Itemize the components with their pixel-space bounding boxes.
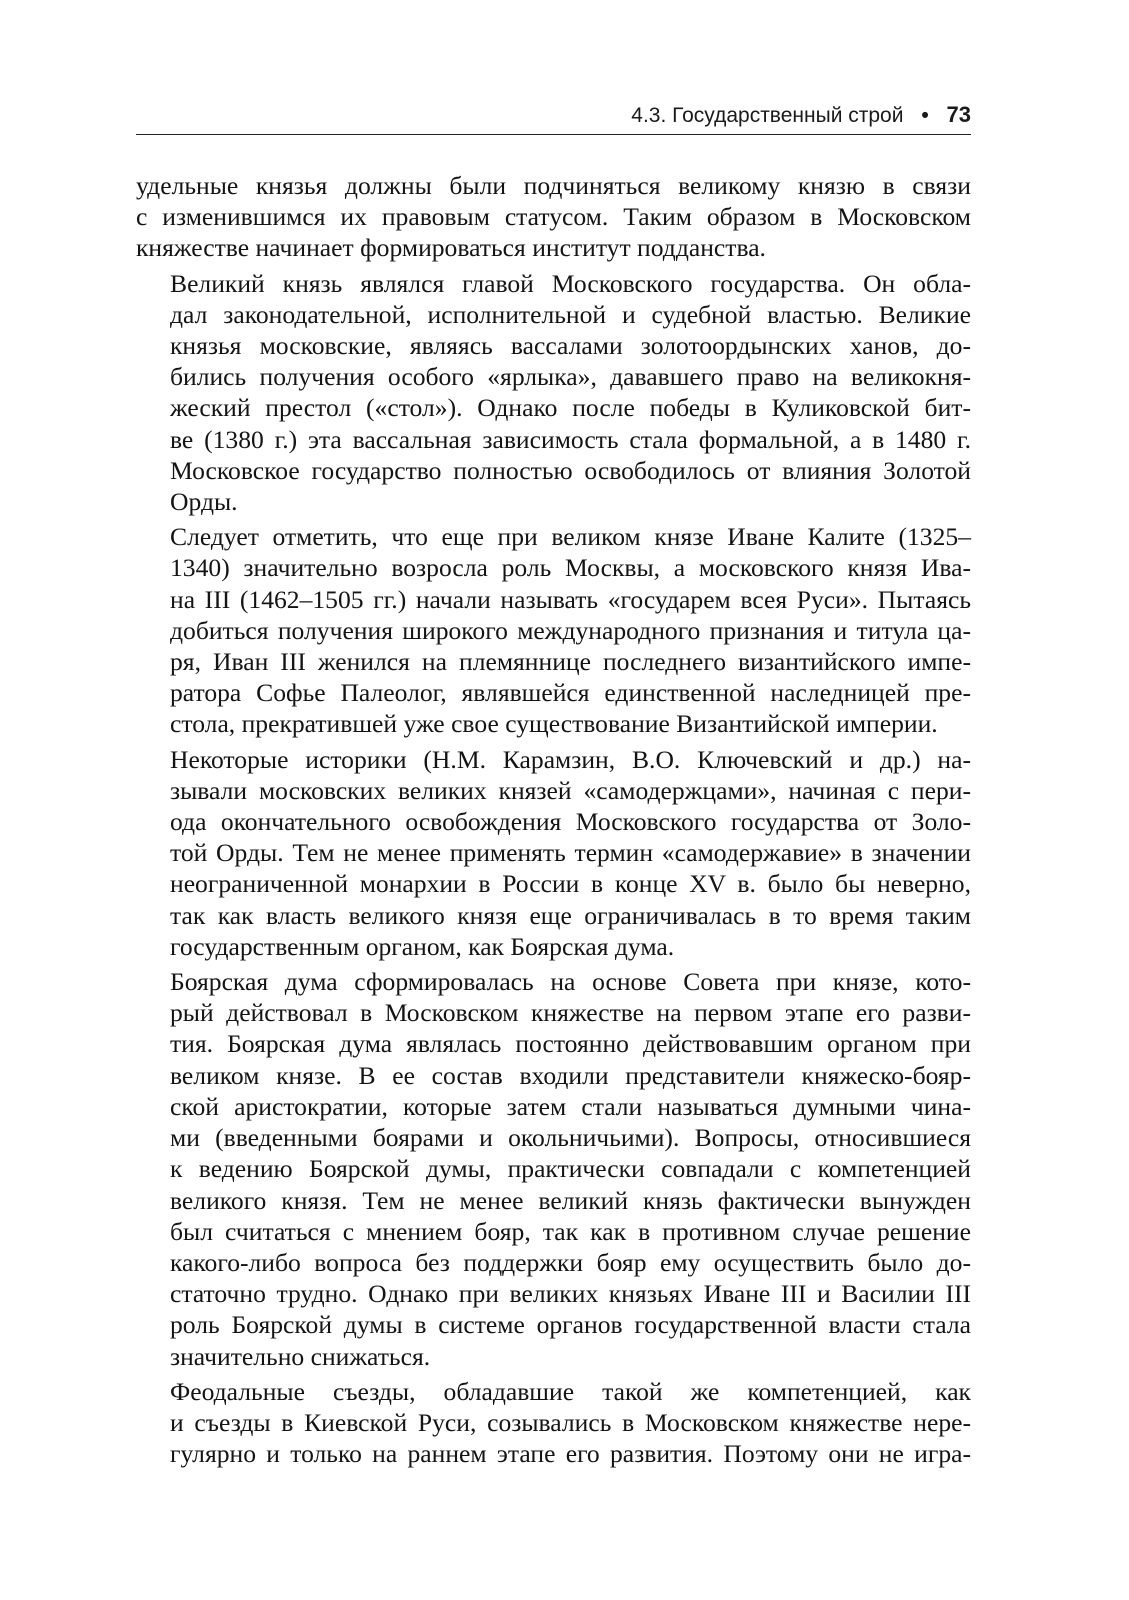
- text-line: бились получения особого «ярлыка», дававшего право на великокня-: [170, 362, 971, 392]
- text-line: роль Боярской думы в системе органов государственной власти стала: [170, 1310, 971, 1340]
- paragraph: [136, 521, 971, 739]
- text-line: значительно снижаться.: [170, 1341, 431, 1371]
- section-title: 4.3. Государственный строй: [631, 104, 904, 127]
- body-text: [136, 170, 971, 1469]
- header-separator: •: [921, 104, 929, 127]
- text-line: ода окончательного освобождения Московского государства от Золо-: [170, 807, 971, 837]
- paragraph: [136, 966, 971, 1372]
- text-line: гулярно и только на раннем этапе его развития. Поэтому они не игра-: [170, 1439, 971, 1469]
- text-line: дал законодательной, исполнительной и судебной властью. Великие: [170, 299, 971, 329]
- page-number: 73: [946, 102, 971, 127]
- text-line: великом князе. В ее состав входили представители княжеско-бояр-: [170, 1060, 971, 1090]
- text-line: Феодальные съезды, обладавшие такой же компетенцией, как: [170, 1376, 971, 1406]
- text-line: стола, прекратившей уже свое существование Византийской империи.: [170, 709, 938, 739]
- paragraph: [136, 268, 971, 518]
- text-line: Великий князь являлся главой Московского государства. Он обла-: [170, 268, 971, 298]
- text-line: Орды.: [170, 487, 238, 517]
- text-line: княжестве начинает формироваться институт подданства.: [136, 233, 766, 263]
- text-line: князья московские, являясь вассалами золотоордынских ханов, до-: [170, 331, 971, 361]
- text-line: тия. Боярская дума являлась постоянно действовавшим органом при: [170, 1029, 971, 1059]
- text-line: Некоторые историки (Н.М. Карамзин, В.О. Ключевский и др.) на-: [170, 744, 971, 774]
- text-line: был считаться с мнением бояр, так как в противном случае решение: [170, 1216, 971, 1246]
- text-line: к ведению Боярской думы, практически совпадали с компетенцией: [170, 1154, 971, 1184]
- paragraph: [136, 744, 971, 962]
- text-line: той Орды. Тем не менее применять термин «самодержавие» в значении: [170, 838, 971, 868]
- text-line: и съезды в Киевской Руси, созывались в Московском княжестве нере-: [170, 1407, 971, 1437]
- text-line: добиться получения широкого международного признания и титула ца-: [170, 615, 971, 645]
- text-line: Следует отметить, что еще при великом князе Иване Калите (1325–: [170, 522, 971, 552]
- text-line: рый действовал в Московском княжестве на первом этапе его разви-: [170, 998, 971, 1028]
- text-line: ратора Софье Палеолог, являвшейся единственной наследницей пре-: [170, 678, 971, 708]
- paragraph: [136, 170, 971, 264]
- text-line: жеский престол («стол»). Однако после победы в Куликовской бит-: [170, 393, 971, 423]
- text-line: с изменившимся их правовым статусом. Таким образом в Московском: [136, 202, 971, 232]
- text-line: государственным органом, как Боярская дума.: [170, 931, 675, 961]
- text-line: какого-либо вопроса без поддержки бояр ему осуществить было до-: [170, 1247, 971, 1277]
- text-line: так как власть великого князя еще ограничивалась в то время таким: [170, 900, 971, 930]
- text-line: ве (1380 г.) эта вассальная зависимость стала формальной, а в 1480 г.: [170, 424, 971, 454]
- text-line: 1340) значительно возросла роль Москвы, а московского князя Ива-: [170, 553, 971, 583]
- text-line: удельные князья должны были подчиняться великому князю в связи: [136, 171, 971, 200]
- text-line: Московское государство полностью освободилось от влияния Золотой: [170, 455, 971, 485]
- text-line: великого князя. Тем не менее великий князь фактически вынужден: [170, 1185, 971, 1215]
- text-line: неограниченной монархии в России в конце XV в. было бы неверно,: [170, 869, 971, 899]
- paragraph: [136, 1376, 971, 1470]
- text-line: ми (введенными боярами и окольничьими). Вопросы, относившиеся: [170, 1123, 971, 1153]
- running-header: [136, 98, 971, 135]
- text-line: ской аристократии, которые затем стали называться думными чина-: [170, 1091, 971, 1121]
- text-line: ря, Иван III женился на племяннице последнего византийского импе-: [170, 647, 971, 677]
- text-line: Боярская дума сформировалась на основе Совета при князе, кото-: [170, 967, 971, 997]
- text-line: на III (1462–1505 гг.) начали называть «государем всея Руси». Пытаясь: [170, 584, 971, 614]
- text-line: статочно трудно. Однако при великих князьях Иване III и Василии III: [170, 1279, 971, 1309]
- text-line: зывали московских великих князей «самодержцами», начиная с пери-: [170, 775, 971, 805]
